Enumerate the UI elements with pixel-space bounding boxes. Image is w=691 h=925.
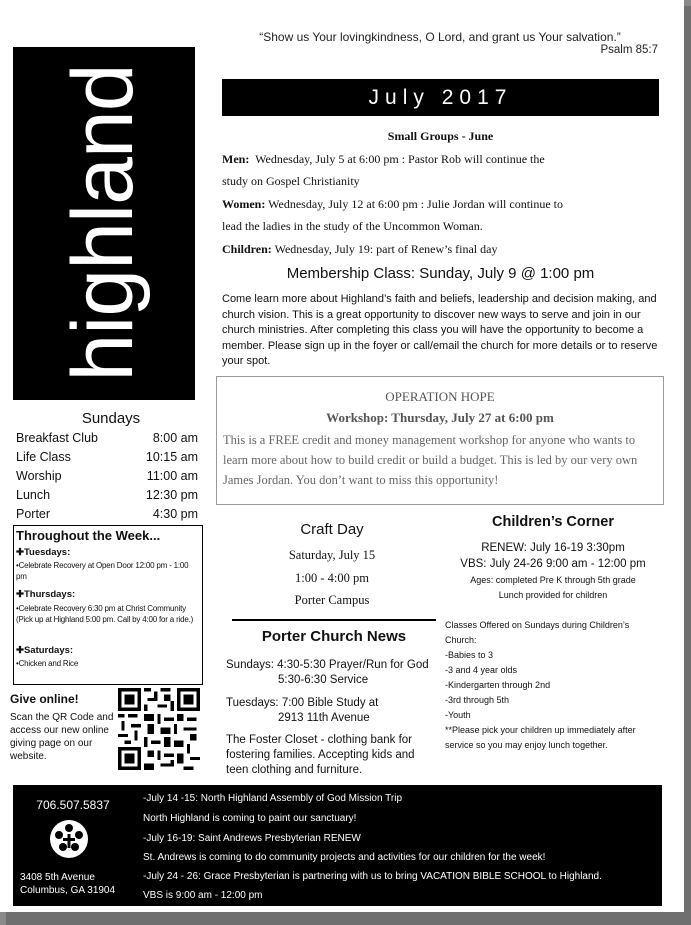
qr-code-icon[interactable] [118, 688, 200, 770]
tuesdays-label: ✚Tuesdays: [16, 547, 71, 558]
cc-lunch: Lunch provided for children [498, 590, 608, 600]
membership-body: Come learn more about Highland’s faith and beliefs, leadership and decision making, and church vision. This is a great opportunity to discover new ways to serve and join in our church ministries. After completing this class you will have the opportunity to become a member. Please sign up in the foyer or call/email the church for more details or to reserve your spot. [222, 293, 658, 367]
saturdays-label: ✚Saturdays: [16, 645, 74, 656]
sunday-item-time: 10:15 am [145, 450, 198, 464]
sundays-title: Sundays [81, 410, 141, 427]
sunday-item-name: Porter [16, 507, 51, 521]
cc-renew: RENEW: July 16-19 3:30pm [481, 542, 625, 554]
saturdays-text: •Chicken and Rice [16, 659, 79, 668]
porter-news-title: Porter Church News [261, 628, 407, 645]
small-groups-men-cont: study on Gospel Christianity [222, 174, 360, 188]
operation-hope-body: This is a FREE credit and money management workshop for anyone who wants to learn more about how to build credit or build a budget. This is led by our very own James Jordan. You don’t want to miss this opportunity! [223, 433, 638, 487]
operation-hope-subtitle: Workshop: Thursday, July 27 at 6:00 pm [326, 410, 554, 425]
sunday-item-time: 4:30 pm [152, 507, 198, 521]
thursdays-label: ✚Thursdays: [16, 589, 76, 600]
banner-text: highland [55, 64, 151, 382]
cc-ages: Ages: completed Pre K through 5th grade [470, 575, 636, 585]
small-groups-heading: Small Groups - June [387, 129, 494, 143]
cc-class-item: -3 and 4 year olds [445, 665, 518, 675]
sunday-item [16, 431, 198, 445]
porter-tuesdays: Tuesdays: 7:00 Bible Study at [226, 697, 379, 709]
sunday-item-time: 11:00 am [146, 469, 198, 483]
week-title: Throughout the Week... [16, 528, 161, 543]
sunday-item [16, 488, 198, 502]
sunday-item [16, 507, 198, 521]
sunday-item-name: Lunch [16, 488, 51, 502]
porter-tuesdays-cont: 2913 11th Avenue [278, 712, 370, 724]
porter-sundays-cont: 5:30-6:30 Service [278, 674, 369, 686]
small-groups-women-cont: lead the ladies in the study of the Uncommon Woman. [222, 219, 483, 233]
cc-vbs: VBS: July 24-26 9:00 am - 12:00 pm [460, 558, 646, 570]
children-text: Wednesday, July 19: part of Renew’s final day [274, 242, 498, 256]
scripture-reference: Psalm 85:7 [600, 44, 658, 56]
address-line-1: 3408 5th Avenue [20, 872, 95, 883]
membership-heading: Membership Class: Sunday, July 9 @ 1:00 pm [286, 265, 595, 282]
sunday-item [16, 450, 198, 464]
church-address [20, 871, 130, 897]
women-label: Women: [222, 197, 266, 211]
porter-foster-closet: The Foster Closet - clothing bank for fostering families. Accepting kids and teen clothing and furniture. [226, 734, 415, 776]
highland-banner [13, 47, 195, 400]
men-text: Wednesday, July 5 at 6:00 pm : Pastor Rob will continue the [255, 152, 545, 166]
sunday-item-name: Breakfast Club [16, 431, 98, 445]
women-text: Wednesday, July 12 at 6:00 pm : Julie Jordan will continue to [268, 197, 564, 211]
give-online-body: Scan the QR Code and access our new online giving page on our website. [10, 712, 114, 762]
operation-hope-title: OPERATION HOPE [385, 389, 495, 404]
sunday-item [16, 469, 198, 483]
church-logo-icon [49, 819, 89, 859]
church-phone[interactable]: 706.507.5837 [36, 798, 110, 812]
cc-class-item: -3rd through 5th [445, 695, 510, 705]
cc-class-item: -Youth [445, 710, 471, 720]
small-groups-men [222, 148, 662, 170]
operation-hope-box [216, 376, 664, 505]
craft-day-date: Saturday, July 15 [288, 548, 376, 562]
event-line: VBS is 9:00 am - 12:00 pm [143, 890, 263, 901]
cc-class-item: -Kindergarten through 2nd [445, 680, 551, 690]
craft-day-time: 1:00 - 4:00 pm [295, 571, 369, 585]
sunday-item-name: Life Class [16, 450, 71, 464]
children-label: Children: [222, 242, 272, 256]
event-line: St. Andrews is coming to do community projects and activities for our children for the week! [143, 852, 546, 863]
sunday-item-time: 12:30 pm [145, 488, 198, 502]
event-line: North Highland is coming to paint our sanctuary! [143, 813, 357, 824]
cc-pickup-note: **Please pick your children up immediately after service so you may enjoy lunch together. [445, 725, 636, 751]
throughout-week-box [13, 525, 203, 685]
event-line: -July 14 -15: North Highland Assembly of God Mission Trip [143, 793, 402, 804]
craft-day-place: Porter Campus [294, 593, 370, 607]
small-groups-women [222, 193, 662, 215]
thursdays-text: •Celebrate Recovery 6:30 pm at Christ Community (Pick up at Highland 5:00 pm. Call by 4:00 for a ride.) [16, 604, 194, 624]
sunday-item-name: Worship [16, 469, 62, 483]
porter-sundays: Sundays: 4:30-5:30 Prayer/Run for God [226, 659, 429, 671]
give-online-title: Give online! [10, 692, 79, 706]
month-title: July 2017 [368, 86, 513, 109]
event-line: -July 16-19: Saint Andrews Presbyterian RENEW [143, 833, 361, 844]
page-shadow-bottom [6, 912, 691, 925]
scripture-quote: “Show us Your lovingkindness, O Lord, and grant us Your salvation.” [259, 30, 621, 44]
craft-day-title: Craft Day [300, 521, 364, 538]
footer-events-bar [13, 785, 662, 906]
page-shadow-right [684, 6, 691, 925]
month-bar [222, 79, 659, 116]
small-groups-children [222, 238, 662, 260]
event-line: -July 24 - 26: Grace Presbyterian is partnering with us to bring VACATION BIBLE SCHOOL to Highland. [143, 871, 602, 882]
childrens-corner-title: Children’s Corner [492, 514, 614, 530]
sunday-item-time: 8:00 am [152, 431, 198, 445]
porter-news-divider [232, 619, 436, 621]
address-line-2: Columbus, GA 31904 [20, 885, 116, 896]
cc-class-item: -Babies to 3 [445, 650, 494, 660]
men-label: Men: [222, 152, 250, 166]
cc-classes-heading: Classes Offered on Sundays during Children’s Church: [445, 620, 630, 646]
tuesdays-text: •Celebrate Recovery at Open Door 12:00 pm - 1:00 pm [16, 561, 189, 581]
